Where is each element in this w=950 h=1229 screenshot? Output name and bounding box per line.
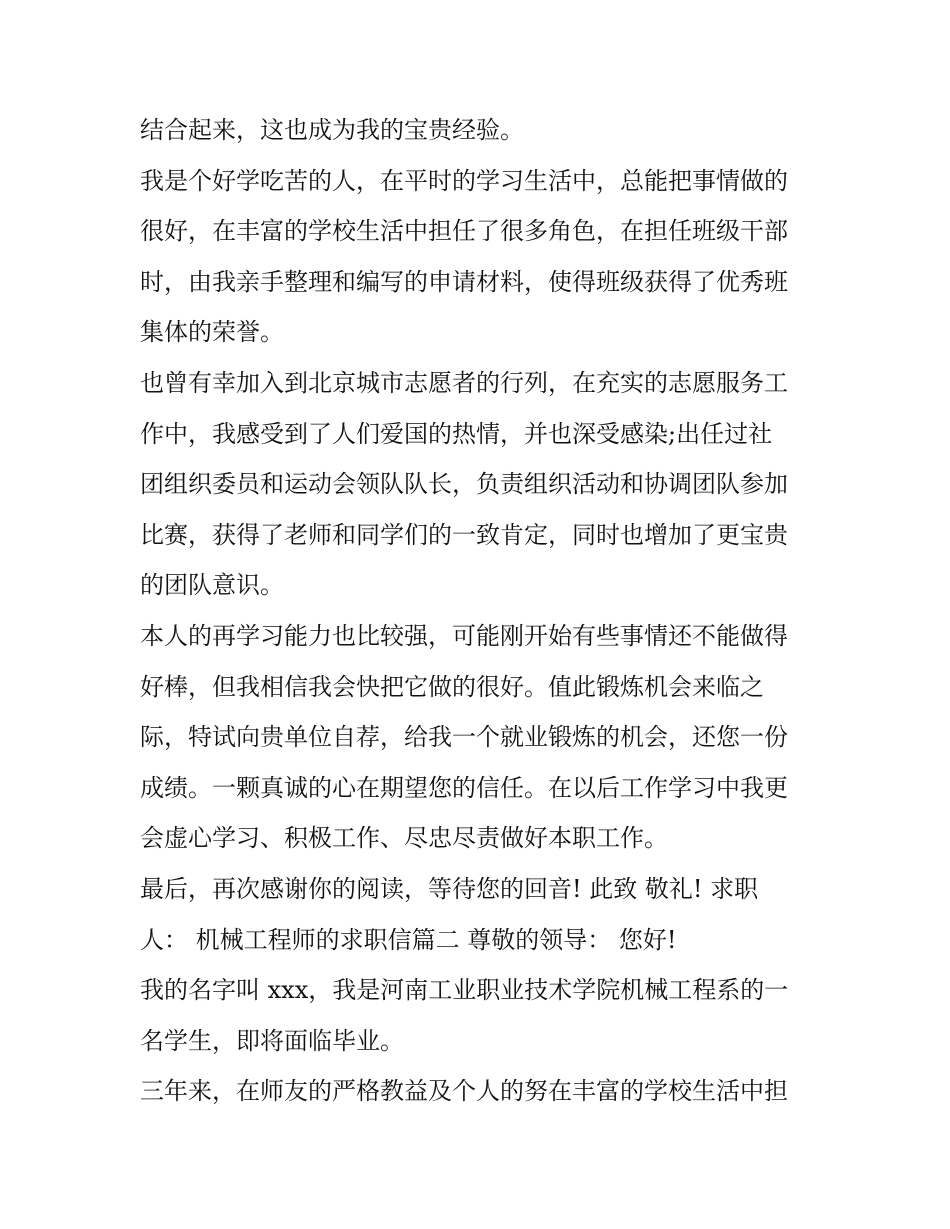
text-line: 也曾有幸加入到北京城市志愿者的行列，在充实的志愿服务工 — [140, 369, 788, 397]
text-line: 时，由我亲手整理和编写的申请材料，使得班级获得了优秀班 — [140, 268, 788, 296]
text-line: 名学生，即将面临毕业。 — [140, 1027, 404, 1055]
text-line: 会虚心学习、积极工作、尽忠尽责做好本职工作。 — [140, 824, 668, 852]
text-line: 我是个好学吃苦的人，在平时的学习生活中，总能把事情做的 — [140, 167, 788, 195]
text-line: 我的名字叫 xxx，我是河南工业职业技术学院机械工程系的一 — [140, 976, 789, 1004]
text-line: 好棒，但我相信我会快把它做的很好。值此锻炼机会来临之 — [140, 673, 764, 701]
text-line: 比赛，获得了老师和同学们的一致肯定，同时也增加了更宝贵 — [140, 521, 788, 549]
text-line: 结合起来，这也成为我的宝贵经验。 — [140, 116, 524, 144]
text-line: 团组织委员和运动会领队队长，负责组织活动和协调团队参加 — [140, 470, 788, 498]
text-line: 三年来，在师友的严格教益及个人的努在丰富的学校生活中担 — [140, 1077, 788, 1105]
text-line: 际，特试向贵单位自荐，给我一个就业锻炼的机会，还您一份 — [140, 723, 788, 751]
text-line: 成绩。一颗真诚的心在期望您的信任。在以后工作学习中我更 — [140, 774, 788, 802]
text-line: 集体的荣誉。 — [140, 318, 284, 346]
text-line: 的团队意识。 — [140, 571, 284, 599]
text-line: 作中，我感受到了人们爱国的热情，并也深受感染;出任过社 — [140, 420, 773, 448]
text-line: 最后，再次感谢你的阅读，等待您的回音! 此致 敬礼! 求职 — [140, 875, 759, 903]
text-line: 本人的再学习能力也比较强，可能刚开始有些事情还不能做得 — [140, 622, 788, 650]
text-line: 人： 机械工程师的求职信篇二 尊敬的领导： 您好! — [140, 926, 677, 954]
text-line: 很好，在丰富的学校生活中担任了很多角色，在担任班级干部 — [140, 217, 788, 245]
